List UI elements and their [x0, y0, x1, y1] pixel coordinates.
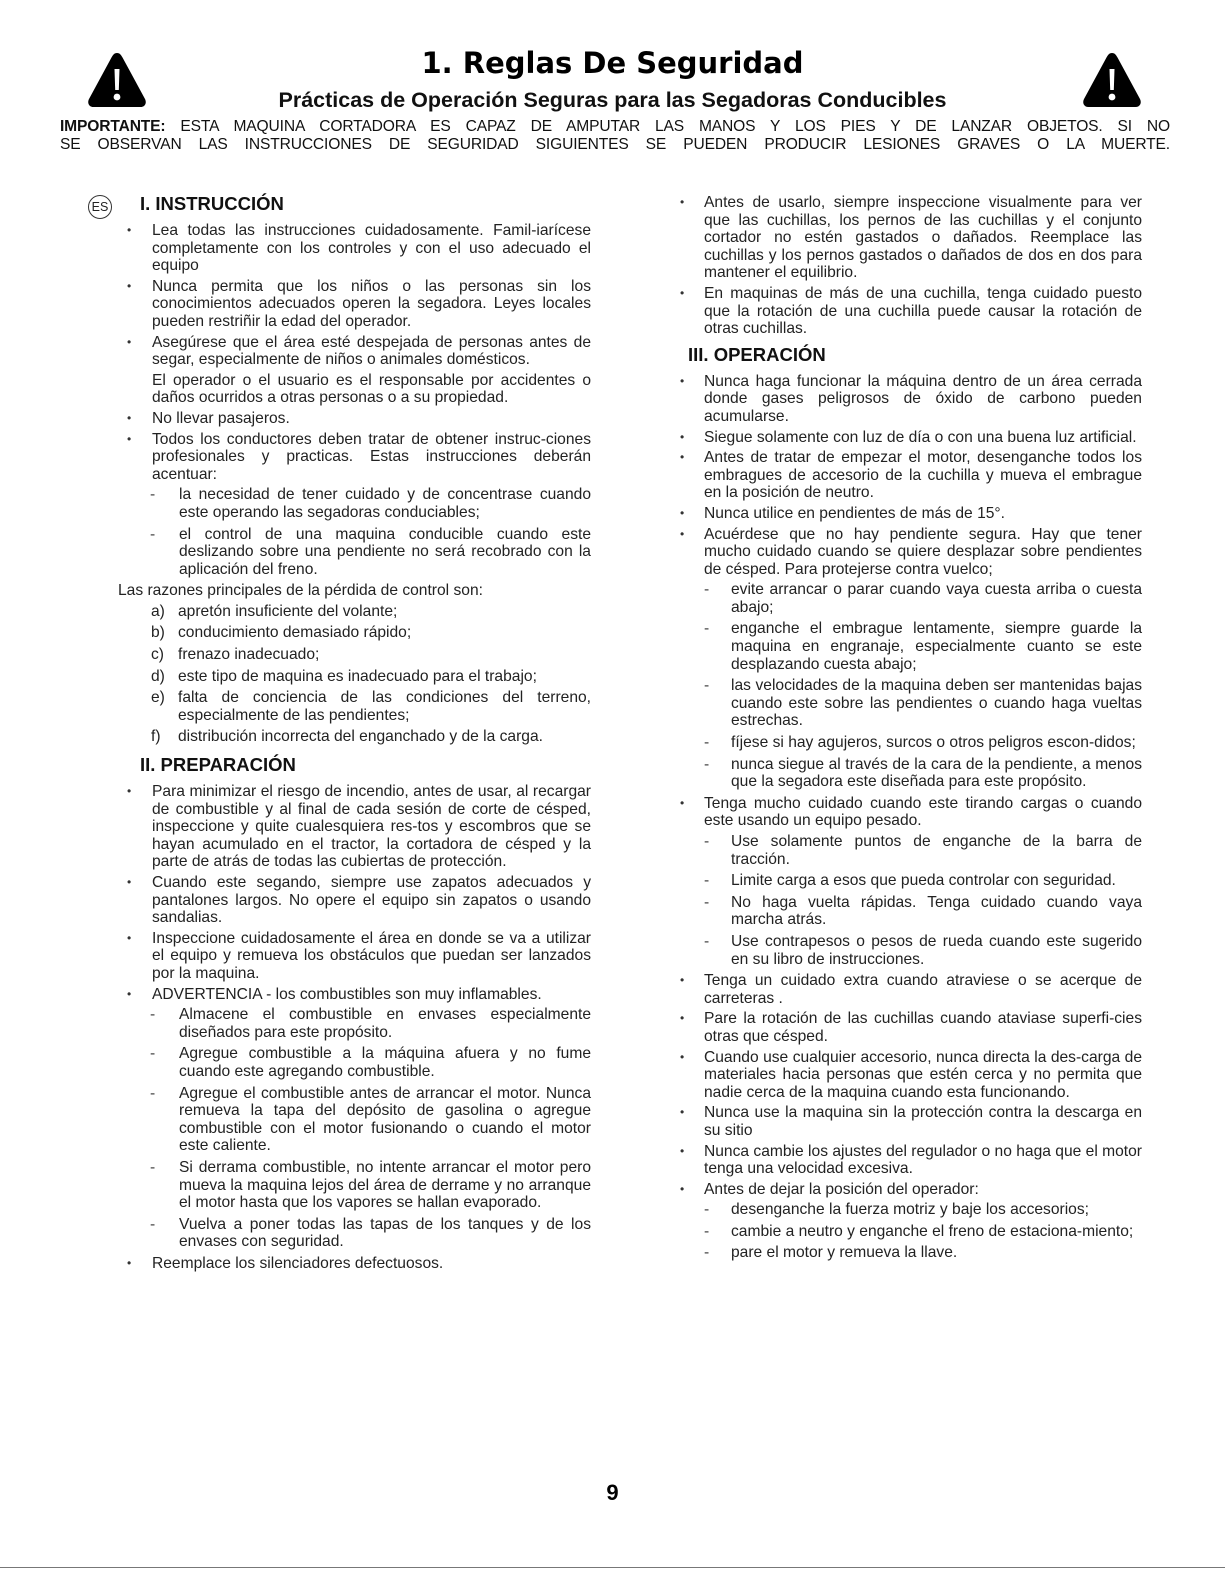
sub-list-item: - las velocidades de la maquina deben ser mantenidas bajas cuando este sobre las pendientes o cuando haga vueltas estrechas.	[680, 677, 1142, 730]
sub-list-item: - enganche el embrague lentamente, siempre guarde la maquina en engranaje, especialmente cuanto se este desplazando cuesta abajo;	[680, 620, 1142, 673]
important-text-1: ESTA MAQUINA CORTADORA ES CAPAZ DE AMPUTAR LAS MANOS Y LOS PIES Y DE LANZAR OBJETOS. SI NO	[180, 118, 1170, 135]
sub-list-item: - Vuelva a poner todas las tapas de los tanques y de los envases con seguridad.	[118, 1216, 591, 1251]
list-item: • Para minimizar el riesgo de incendio, antes de usar, al recargar de combustible y al final de cada sesión de corte de césped, inspeccione y quite cualesquiera res-tos y escombros que se hayan acumulado en el tractor, la cortadora de césped y la parte de atrás de todas las cubiertas de protección.	[118, 783, 591, 871]
important-label: IMPORTANTE:	[60, 118, 166, 135]
operacion-list-b	[680, 795, 1142, 830]
sub-list-item: - pare el motor y remueva la llave.	[680, 1244, 1142, 1262]
reason-item	[118, 603, 591, 621]
list-item: • Nunca use la maquina sin la protección contra la descarga en su sitio	[680, 1104, 1142, 1139]
sub-list-item: - evite arrancar o parar cuando vaya cuesta arriba o cuesta abajo;	[680, 581, 1142, 616]
sub-list-item: - cambie a neutro y enganche el freno de estaciona-miento;	[680, 1223, 1142, 1241]
sub-list-item: - la necesidad de tener cuidado y de concentrase cuando este operando las segadoras conduciables;	[118, 486, 591, 521]
list-item: • Tenga mucho cuidado cuando este tirando cargas o cuando este usando un equipo pesado.	[680, 795, 1142, 830]
list-item: • Nunca cambie los ajustes del regulador o no haga que el motor tenga una velocidad excesiva.	[680, 1143, 1142, 1178]
sub-list-item: - Si derrama combustible, no intente arrancar el motor pero mueva la maquina lejos del área de derrame y no arranque el motor hasta que los vapores se hallan evaporado.	[118, 1159, 591, 1212]
reason-item	[118, 624, 591, 642]
sub-list-item: - el control de una maquina conducible cuando este deslizando sobre una pendiente no será recobrado con la aplicación del freno.	[118, 526, 591, 579]
reasons-list	[118, 603, 591, 746]
sub-list-item: - fíjese si hay agujeros, surcos o otros peligros escon-didos;	[680, 734, 1142, 752]
preparacion-list-b	[118, 1255, 591, 1273]
list-item: • Cuando este segando, siempre use zapatos adecuados y pantalones largos. No opere el equipo sin zapatos o usando sandalias.	[118, 874, 591, 927]
paragraph: El operador o el usuario es el responsable por accidentes o daños ocurridos a otras personas o a su propiedad.	[152, 371, 591, 407]
sub-list-item: - desenganche la fuerza motriz y baje los accesorios;	[680, 1201, 1142, 1219]
reason-item	[118, 728, 591, 746]
important-text-2: SE OBSERVAN LAS INSTRUCCIONES DE SEGURIDAD SIGUIENTES SE PUEDEN PRODUCIR LESIONES GRAVES O LA MUERTE.	[60, 135, 1170, 153]
sub-list-item: - Agregue combustible a la máquina afuera y no fume cuando este agregando combustible.	[118, 1045, 591, 1080]
language-badge: ES	[88, 195, 112, 219]
bottom-divider	[0, 1567, 1225, 1568]
left-column	[118, 193, 591, 1275]
operacion-sublist-a	[680, 581, 1142, 791]
list-item: • Todos los conductores deben tratar de obtener instruc-ciones profesionales y practicas. Estas instrucciones deberán acentuar:	[118, 431, 591, 484]
list-item: • Pare la rotación de las cuchillas cuando ataviase superfi-cies otras que césped.	[680, 1010, 1142, 1045]
reason-text: falta de conciencia de las condiciones del terreno, especialmente de las pendientes;	[178, 689, 591, 724]
reason-text: este tipo de maquina es inadecuado para el trabajo;	[178, 667, 537, 685]
list-item: • No llevar pasajeros.	[118, 410, 591, 428]
reason-label: e)	[151, 689, 165, 707]
reason-text: apretón insuficiente del volante;	[178, 602, 398, 620]
reason-label: b)	[151, 624, 165, 642]
instruccion-list-b	[118, 410, 591, 483]
list-item: • Antes de usarlo, siempre inspeccione visualmente para ver que las cuchillas, los pernos de las cuchillas y el conjunto cortador no estén gastados o dañados. Reemplace las cuchillas y los pernos gastados o dañados de dos en dos para mantener el equilibrio.	[680, 194, 1142, 282]
list-item: • Lea todas las instrucciones cuidadosamente. Famil-iarícese completamente con los controles y con el uso adecuado el equipo	[118, 222, 591, 275]
page-number: 9	[606, 1480, 619, 1505]
reason-item	[118, 646, 591, 664]
reasons-intro: Las razones principales de la pérdida de control son:	[118, 582, 483, 600]
sub-list-item: - Almacene el combustible en envases especialmente diseñados para este propósito.	[118, 1006, 591, 1041]
reason-text: conducimiento demasiado rápido;	[178, 624, 412, 642]
reason-label: c)	[151, 646, 164, 664]
sub-list-item: - Use solamente puntos de enganche de la barra de tracción.	[680, 833, 1142, 868]
page-title: 1. Reglas De Seguridad	[421, 46, 804, 80]
list-item: • Siegue solamente con luz de día o con una buena luz artificial.	[680, 429, 1142, 447]
sub-list-item: - Use contrapesos o pesos de rueda cuando este sugerido en su libro de instrucciones.	[680, 933, 1142, 968]
operacion-sublist-c	[680, 1201, 1142, 1262]
list-item: • En maquinas de más de una cuchilla, tenga cuidado puesto que la rotación de una cuchilla puede causar la rotación de otras cuchillas.	[680, 285, 1142, 338]
list-item: • Antes de tratar de empezar el motor, desenganche todos los embragues de accesorio de la cuchilla y mueva el embrague en la posición de neutro.	[680, 449, 1142, 502]
reason-label: f)	[151, 728, 161, 746]
list-item: • Nunca haga funcionar la máquina dentro de un área cerrada donde gases peligrosos de óxido de carbono pueden acumularse.	[680, 373, 1142, 426]
section-title-instruccion: I. INSTRUCCIÓN	[140, 193, 284, 214]
reason-text: distribución incorrecta del enganchado y de la carga.	[178, 728, 543, 746]
reason-text: frenazo inadecuado;	[178, 646, 320, 664]
important-line-1	[60, 118, 1170, 136]
reason-label: d)	[151, 667, 165, 685]
reason-item	[118, 668, 591, 686]
sub-list-item: - No haga vuelta rápidas. Tenga cuidado cuando vaya marcha atrás.	[680, 894, 1142, 929]
sub-list-item: - Limite carga a esos que pueda controlar con seguridad.	[680, 872, 1142, 890]
section-title-preparacion: II. PREPARACIÓN	[140, 754, 296, 776]
important-notice	[60, 118, 1170, 153]
preparacion-list	[118, 783, 591, 1003]
page-subtitle: Prácticas de Operación Seguras para las Segadoras Conducibles	[278, 88, 947, 112]
section-title-operacion: III. OPERACIÓN	[688, 343, 826, 365]
list-item: • Cuando use cualquier accesorio, nunca directa la des-carga de materiales hacia personas que estén cerca y no permita que nadie cerca de la maquina cuando esta funcionando.	[680, 1049, 1142, 1102]
operacion-list-c	[680, 972, 1142, 1198]
preparacion-sublist	[118, 1006, 591, 1251]
list-item: • Nunca utilice en pendientes de más de 15°.	[680, 505, 1142, 523]
preparacion-list-continued	[680, 194, 1142, 338]
operacion-sublist-b	[680, 833, 1142, 968]
sub-list-item: - nunca siegue al través de la cara de la pendiente, a menos que la segadora este diseñada para este propósito.	[680, 756, 1142, 791]
sub-list-item: - Agregue el combustible antes de arrancar el motor. Nunca remueva la tapa del depósito de gasolina o agregue combustible con el motor fusionando o cuando el motor este caliente.	[118, 1085, 591, 1155]
instruccion-sublist	[118, 486, 591, 578]
operacion-list-a	[680, 373, 1142, 579]
list-item: • Inspeccione cuidadosamente el área en donde se va a utilizar el equipo y remueva los obstáculos que puedan ser lanzados por la maquina.	[118, 930, 591, 983]
list-item: • ADVERTENCIA - los combustibles son muy inflamables.	[118, 986, 591, 1004]
list-item: • Reemplace los silenciadores defectuosos.	[118, 1255, 591, 1273]
reason-label: a)	[151, 602, 165, 620]
reason-item	[118, 689, 591, 724]
right-column	[680, 194, 1142, 1266]
list-item: • Antes de dejar la posición del operador:	[680, 1181, 1142, 1199]
instruccion-list	[118, 222, 591, 369]
list-item: • Asegúrese que el área esté despejada de personas antes de segar, especialmente de niños o animales domésticos.	[118, 334, 591, 369]
list-item: • Acuérdese que no hay pendiente segura. Hay que tener mucho cuidado cuando se quiere desplazar sobre pendientes de césped. Para protejerse contra vuelco;	[680, 526, 1142, 579]
list-item: • Nunca permita que los niños o las personas sin los conocimientos adecuados operen la segadora. Leyes locales pueden restriñir la edad del operador.	[118, 278, 591, 331]
list-item: • Tenga un cuidado extra cuando atraviese o se acerque de carreteras .	[680, 972, 1142, 1007]
